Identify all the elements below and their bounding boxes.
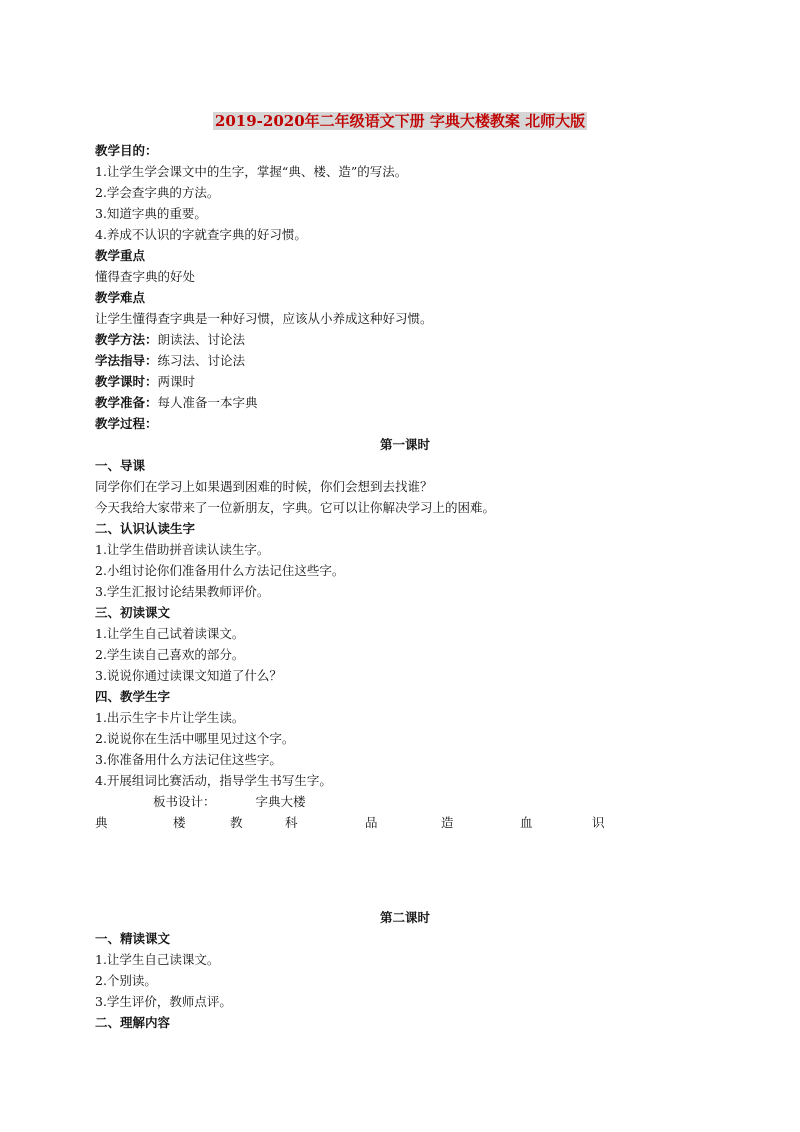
list-item: 3.学生汇报讨论结果教师评价。 (95, 584, 270, 599)
goal-item: 3.知道字典的重要。 (95, 206, 207, 221)
lesson1-heading: 第一课时 (379, 437, 430, 452)
difficulty-heading: 教学难点 (95, 290, 146, 305)
list-item: 1.让学生自己读课文。 (95, 952, 220, 967)
board-char: 楼 (173, 815, 186, 830)
board-char: 品 (365, 815, 378, 830)
hours-row (95, 371, 715, 392)
goal-item: 4.养成不认识的字就查字典的好习惯。 (95, 227, 307, 242)
paragraph: 今天我给大家带来了一位新朋友，字典。它可以让你解决学习上的困难。 (95, 500, 496, 515)
key-heading: 教学重点 (95, 248, 146, 263)
method-value: 朗读法、讨论法 (157, 332, 246, 347)
process-heading: 教学过程： (95, 416, 158, 431)
lesson1-part3-heading: 三、初读课文 (95, 605, 171, 620)
board-char: 识 (592, 815, 605, 830)
goal-item: 2.学会查字典的方法。 (95, 185, 220, 200)
document-title (0, 110, 800, 131)
board-char: 血 (520, 815, 533, 830)
list-item: 1.让学生自己试着读课文。 (95, 626, 245, 641)
title-text: 2019-2020年二年级语文下册 字典大楼教案 北师大版 (214, 112, 586, 130)
study-row (95, 350, 715, 371)
board-characters (95, 812, 715, 833)
method-label: 教学方法： (95, 332, 158, 347)
list-item: 2.学生读自己喜欢的部分。 (95, 647, 245, 662)
lesson1-part2-heading: 二、认识认读生字 (95, 521, 196, 536)
lesson2-heading: 第二课时 (379, 910, 430, 925)
board-title: 字典大楼 (255, 794, 306, 809)
list-item: 2.说说你在生活中哪里见过这个字。 (95, 731, 295, 746)
board-label: 板书设计： (153, 794, 216, 809)
list-item: 2.小组讨论你们准备用什么方法记住这些字。 (95, 563, 345, 578)
list-item: 3.说说你通过读课文知道了什么？ (95, 668, 282, 683)
hours-value: 两课时 (157, 374, 196, 389)
board-char: 造 (441, 815, 454, 830)
board-char: 科 (285, 815, 298, 830)
hours-label: 教学课时： (95, 374, 158, 389)
key-text: 懂得查字典的好处 (95, 269, 196, 284)
list-item: 3.学生评价，教师点评。 (95, 994, 232, 1009)
list-item: 1.让学生借助拼音读认读生字。 (95, 542, 270, 557)
method-row (95, 329, 715, 350)
goal-item: 1.让学生学会课文中的生字，掌握“典、楼、造”的写法。 (95, 164, 408, 179)
document-body (95, 140, 715, 1033)
board-char: 典 (95, 815, 108, 830)
difficulty-text: 让学生懂得查字典是一种好习惯，应该从小养成这种好习惯。 (95, 311, 433, 326)
list-item: 2.个别读。 (95, 973, 157, 988)
prep-label: 教学准备： (95, 395, 158, 410)
board-char: 教 (230, 815, 243, 830)
prep-row (95, 392, 715, 413)
goals-heading: 教学目的： (95, 143, 158, 158)
prep-value: 每人准备一本字典 (157, 395, 258, 410)
lesson2-part1-heading: 一、精读课文 (95, 931, 171, 946)
lesson1-part1-heading: 一、导课 (95, 458, 146, 473)
list-item: 3.你准备用什么方法记住这些字。 (95, 752, 282, 767)
paragraph: 同学你们在学习上如果遇到困难的时候，你们会想到去找谁？ (95, 479, 433, 494)
board-design-row (95, 791, 715, 812)
study-label: 学法指导： (95, 353, 158, 368)
lesson1-part4-heading: 四、教学生字 (95, 689, 171, 704)
list-item: 1.出示生字卡片让学生读。 (95, 710, 245, 725)
study-value: 练习法、讨论法 (157, 353, 246, 368)
list-item: 4.开展组词比赛活动，指导学生书写生字。 (95, 773, 332, 788)
lesson2-part2-heading: 二、理解内容 (95, 1015, 171, 1030)
